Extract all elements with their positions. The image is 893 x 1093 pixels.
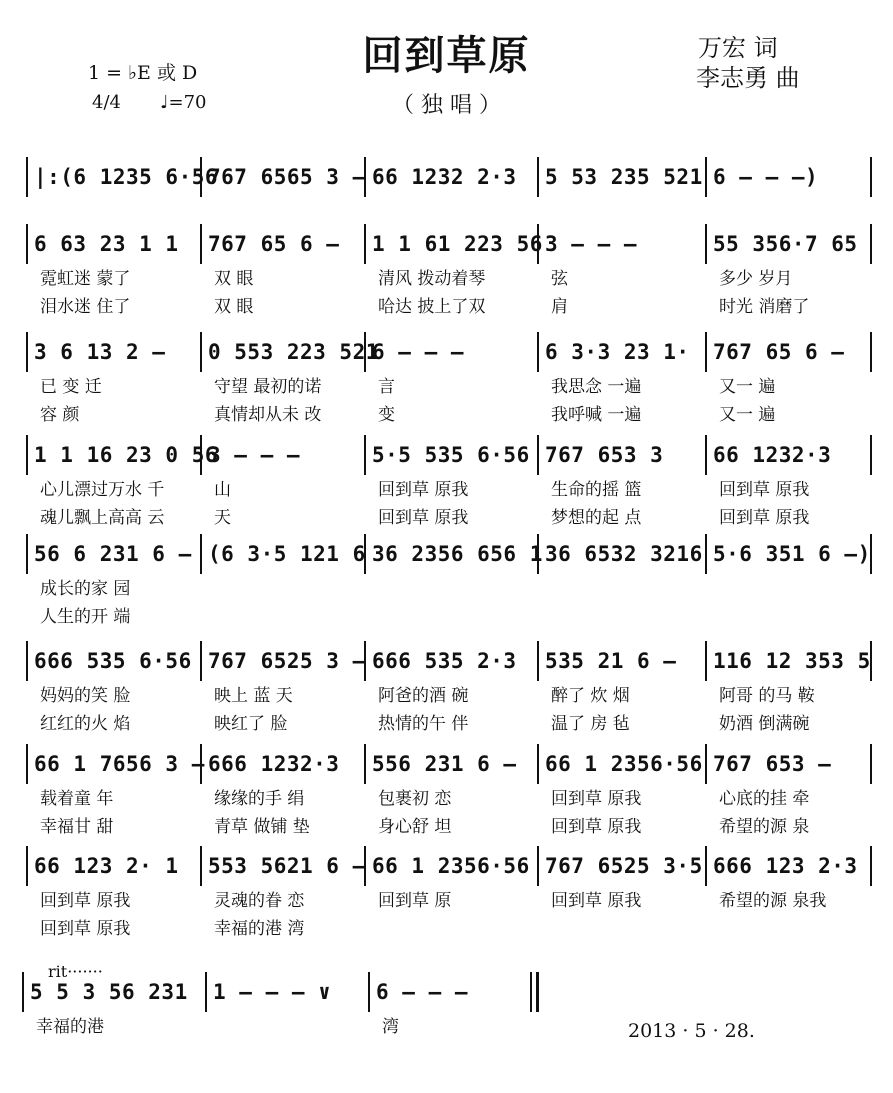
composition-date: 2013 · 5 · 28. [628, 1020, 755, 1042]
barline [705, 641, 707, 681]
lyric-text: 变 [378, 405, 395, 425]
barline [537, 435, 539, 475]
lyric-text: 幸福甘 甜 [40, 817, 114, 837]
lyric-text: 映红了 脸 [214, 714, 288, 734]
lyric-text: 人生的开 端 [40, 607, 131, 627]
lyric-text: 载着童 年 [40, 789, 114, 809]
lyric-text: 回到草 原我 [40, 919, 131, 939]
measure-notes: 3 — — — [208, 443, 301, 467]
lyric-text: 我思念 一遍 [551, 377, 642, 397]
lyric-text: 心儿漂过万水 千 [40, 480, 165, 500]
lyric-text: 醉了 炊 烟 [551, 686, 630, 706]
lyric-text: 真情却从未 改 [214, 405, 322, 425]
lyric-text: 又一 遍 [719, 405, 776, 425]
lyric-text: 山 [214, 480, 231, 500]
barline [870, 435, 872, 475]
measure-notes: 1 — — — ∨ [213, 980, 332, 1004]
lyric-text: 红红的火 焰 [40, 714, 131, 734]
lyric-text: 多少 岁月 [719, 269, 793, 289]
lyric-text: 霓虹迷 蒙了 [40, 269, 131, 289]
barline [26, 744, 28, 784]
lyric-text: 双 眼 [214, 297, 254, 317]
lyric-text: 希望的源 泉我 [719, 891, 827, 911]
measure-notes: 36 6532 3216 [545, 542, 703, 566]
measure-notes: 553 5621 6 — [208, 854, 366, 878]
barline [537, 846, 539, 886]
barline [26, 157, 28, 197]
lyric-text: 泪水迷 住了 [40, 297, 131, 317]
measure-notes: 0 553 223 521 [208, 340, 379, 364]
lyric-text: 容 颜 [40, 405, 80, 425]
measure-notes: 66 1 2356·56 [372, 854, 530, 878]
lyric-text: 已 变 迁 [40, 377, 102, 397]
barline [705, 224, 707, 264]
lyric-text: 回到草 原我 [551, 817, 642, 837]
lyric-text: 肩 [551, 297, 568, 317]
barline [26, 435, 28, 475]
barline [537, 744, 539, 784]
barline [26, 846, 28, 886]
barline [705, 534, 707, 574]
measure-notes: 5·5 535 6·56 [372, 443, 530, 467]
lyric-text: 言 [378, 377, 395, 397]
lyric-text: 奶酒 倒满碗 [719, 714, 810, 734]
barline [205, 972, 207, 1012]
lyric-text: 回到草 原我 [551, 789, 642, 809]
measure-notes: (6 3·5 121 6 [208, 542, 366, 566]
barline [368, 972, 370, 1012]
lyric-text: 映上 蓝 天 [214, 686, 293, 706]
barline [26, 534, 28, 574]
measure-notes: 3 6 13 2 — [34, 340, 166, 364]
lyric-text: 幸福的港 湾 [214, 919, 305, 939]
barline [200, 534, 202, 574]
lyric-text: 生命的摇 篮 [551, 480, 642, 500]
measure-notes: 55 356·7 65 [713, 232, 858, 256]
measure-notes: 66 123 2· 1 [34, 854, 179, 878]
barline [537, 332, 539, 372]
measure-notes: 666 535 6·56 [34, 649, 192, 673]
measure-notes: 767 6565 3 — [208, 165, 366, 189]
barline [870, 846, 872, 886]
barline [364, 435, 366, 475]
barline [26, 224, 28, 264]
barline [705, 157, 707, 197]
key-signature: 1 = ♭E 或 D [88, 62, 198, 84]
measure-notes: 66 1 7656 3 — [34, 752, 205, 776]
measure-notes: 666 123 2·3 [713, 854, 858, 878]
measure-notes: 5 53 235 521 [545, 165, 703, 189]
measure-notes: 6 3·3 23 1· [545, 340, 690, 364]
measure-notes: 6 — — —) [713, 165, 819, 189]
tempo-marking: ♩=70 [160, 92, 207, 113]
lyric-text: 回到草 原我 [40, 891, 131, 911]
measure-notes: 3 — — — [545, 232, 638, 256]
measure-notes: 767 653 — [713, 752, 832, 776]
lyric-text: 身心舒 坦 [378, 817, 452, 837]
measure-notes: 56 6 231 6 — [34, 542, 192, 566]
measure-notes: 66 1 2356·56 [545, 752, 703, 776]
measure-notes: |:(6 1235 6·56 [34, 165, 219, 189]
song-title: 回到草原 [362, 33, 531, 79]
barline [870, 744, 872, 784]
measure-notes: 5·6 351 6 —) [713, 542, 871, 566]
measure-notes: 767 65 6 — [208, 232, 340, 256]
lyric-text: 青草 做铺 垫 [214, 817, 310, 837]
measure-notes: 36 2356 656 1 [372, 542, 543, 566]
lyric-text: 幸福的港 [36, 1017, 104, 1037]
lyric-text: 缘缘的手 绢 [214, 789, 305, 809]
barline [537, 641, 539, 681]
barline [200, 846, 202, 886]
lyric-text: 守望 最初的诺 [214, 377, 322, 397]
measure-notes: 6 63 23 1 1 [34, 232, 179, 256]
measure-notes: 767 653 3 [545, 443, 664, 467]
measure-notes: 6 — — — [372, 340, 465, 364]
lyric-text: 天 [214, 508, 231, 528]
composer-credit: 李志勇 曲 [696, 64, 800, 92]
lyric-text: 弦 [551, 269, 568, 289]
lyric-text: 回到草 原我 [378, 508, 469, 528]
lyric-text: 包裹初 恋 [378, 789, 452, 809]
barline [705, 744, 707, 784]
lyric-text: 灵魂的眷 恋 [214, 891, 305, 911]
barline [537, 157, 539, 197]
barline [22, 972, 24, 1012]
lyric-text: 热情的午 伴 [378, 714, 469, 734]
measure-notes: 66 1232·3 [713, 443, 832, 467]
lyric-text: 成长的家 园 [40, 579, 131, 599]
barline [870, 224, 872, 264]
barline [26, 641, 28, 681]
song-subtitle: （ 独 唱 ） [392, 93, 501, 118]
measure-notes: 116 12 353 5 [713, 649, 871, 673]
lyric-text: 我呼喊 一遍 [551, 405, 642, 425]
lyric-text: 哈达 披上了双 [378, 297, 486, 317]
lyric-text: 回到草 原我 [551, 891, 642, 911]
measure-notes: 666 535 2·3 [372, 649, 517, 673]
lyric-text: 又一 遍 [719, 377, 776, 397]
rit-marking: rit······· [48, 962, 103, 981]
barline [200, 332, 202, 372]
barline [530, 972, 532, 1012]
lyric-text: 阿爸的酒 碗 [378, 686, 469, 706]
measure-notes: 767 65 6 — [713, 340, 845, 364]
lyric-text: 希望的源 泉 [719, 817, 810, 837]
barline [705, 332, 707, 372]
lyric-text: 魂儿飘上高高 云 [40, 508, 165, 528]
lyric-text: 回到草 原我 [719, 480, 810, 500]
lyric-text: 阿哥 的马 鞍 [719, 686, 815, 706]
barline [705, 846, 707, 886]
barline [705, 435, 707, 475]
lyric-text: 回到草 原 [378, 891, 452, 911]
barline [200, 641, 202, 681]
measure-notes: 5 5 3 56 231 [30, 980, 188, 1004]
barline [364, 224, 366, 264]
lyric-text: 双 眼 [214, 269, 254, 289]
barline [200, 224, 202, 264]
measure-notes: 666 1232·3 [208, 752, 340, 776]
measure-notes: 1 1 61 223 56 [372, 232, 543, 256]
measure-notes: 66 1232 2·3 [372, 165, 517, 189]
measure-notes: 556 231 6 — [372, 752, 517, 776]
lyric-text: 清风 拨动着琴 [378, 269, 486, 289]
lyric-text: 心底的挂 牵 [719, 789, 810, 809]
barline [870, 157, 872, 197]
lyric-text: 回到草 原我 [719, 508, 810, 528]
time-signature: 4/4 [92, 92, 121, 113]
lyric-text: 妈妈的笑 脸 [40, 686, 131, 706]
barline [364, 744, 366, 784]
lyric-text: 湾 [382, 1017, 399, 1037]
lyric-text: 梦想的起 点 [551, 508, 642, 528]
lyric-text: 回到草 原我 [378, 480, 469, 500]
measure-notes: 767 6525 3·5 [545, 854, 703, 878]
lyric-text: 时光 消磨了 [719, 297, 810, 317]
lyricist-credit: 万宏 词 [698, 34, 778, 62]
barline [26, 332, 28, 372]
lyric-text: 温了 房 毡 [551, 714, 630, 734]
barline [870, 332, 872, 372]
measure-notes: 535 21 6 — [545, 649, 677, 673]
measure-notes: 1 1 16 23 0 56 [34, 443, 219, 467]
measure-notes: 6 — — — [376, 980, 469, 1004]
measure-notes: 767 6525 3 — [208, 649, 366, 673]
final-barline [536, 972, 539, 1012]
